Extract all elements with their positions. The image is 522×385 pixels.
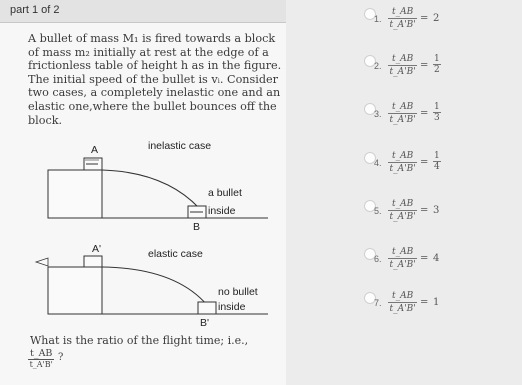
choice-5[interactable]: 5. $\frac{t\_AB}{t\_A'B'}$ = 3 — [286, 192, 522, 232]
choice-value-fraction: $\frac{1}{2}$ — [434, 54, 440, 75]
label-no-bullet: no bullet — [218, 286, 258, 298]
choice-number: 6. — [374, 254, 382, 264]
ratio-fraction: $\frac{t\_AB}{t\_A'B'}$ — [389, 151, 416, 174]
choice-4[interactable]: 4. $\frac{t\_AB}{t\_A'B'}$ = $\frac{1}{4}$ — [286, 144, 522, 184]
choice-1[interactable]: 1. $\frac{t\_AB}{t\_A'B'}$ = 2 — [286, 0, 522, 40]
choice-2[interactable]: 2. $\frac{t\_AB}{t\_A'B'}$ = $\frac{1}{2}$ — [286, 47, 522, 87]
label-b: B — [193, 221, 201, 233]
trajectory-top — [102, 170, 199, 208]
table-bottom-case — [48, 267, 102, 314]
choice-number: 1. — [374, 14, 382, 24]
ratio-fraction: $\frac{t\_AB}{t\_A'B'}$ — [389, 199, 416, 222]
choice-value: 2 — [433, 13, 440, 24]
choice-value-fraction: $\frac{1}{3}$ — [434, 102, 440, 123]
choice-number: 3. — [374, 109, 382, 119]
block-a-prime — [84, 256, 102, 267]
question-ratio — [28, 348, 54, 369]
choice-3[interactable]: 3. $\frac{t\_AB}{t\_A'B'}$ = $\frac{1}{3}$ — [286, 95, 522, 135]
choice-number: 5. — [374, 206, 382, 216]
ratio-fraction: $\frac{t\_AB}{t\_A'B'}$ — [389, 291, 416, 314]
label-inside-top: inside — [208, 205, 236, 217]
choice-value-fraction: $\frac{1}{4}$ — [434, 151, 440, 172]
question-ratio-den: t_A'B' — [29, 360, 53, 369]
label-a: A — [91, 144, 99, 156]
question-text: What is the ratio of the flight time; i.e., — [30, 334, 249, 347]
choice-7[interactable]: 7. $\frac{t\_AB}{t\_A'B'}$ = 1 — [286, 284, 522, 324]
ratio-fraction: $\frac{t\_AB}{t\_A'B'}$ — [389, 54, 416, 77]
label-b-prime: B' — [200, 317, 210, 329]
question-mark: ? — [58, 352, 64, 363]
label-a-bullet: a bullet — [208, 187, 242, 199]
choice-number: 7. — [374, 298, 382, 308]
ratio-fraction: $\frac{t\_AB}{t\_A'B'}$ — [389, 7, 416, 30]
label-a-prime: A' — [92, 243, 102, 255]
choice-number: 4. — [374, 158, 382, 168]
bullet-icon — [36, 258, 48, 266]
label-elastic-case: elastic case — [148, 248, 203, 260]
choice-value: 1 — [433, 297, 440, 308]
choice-value: 3 — [433, 205, 440, 216]
ratio-fraction: $\frac{t\_AB}{t\_A'B'}$ — [389, 247, 416, 270]
ratio-fraction: $\frac{t\_AB}{t\_A'B'}$ — [389, 102, 416, 125]
question-ratio-num: t_AB — [30, 348, 53, 359]
answer-choices-panel — [286, 0, 522, 385]
part-label: part 1 of 2 — [10, 4, 60, 16]
label-inelastic-case: inelastic case — [148, 140, 212, 152]
label-inside-bottom: inside — [218, 301, 246, 313]
choice-number: 2. — [374, 61, 382, 71]
table-top-case — [48, 170, 102, 218]
choice-value: 4 — [433, 253, 440, 264]
trajectory-bottom — [102, 267, 207, 305]
problem-text: A bullet of mass M₁ is fired towards a block of mass m₂ initially at rest at the edge of a frictionless table of height h as in the figure. The initial speed of the bullet is vᵢ. Consider two cases, a completely inelastic one and an elastic one,where the bullet bounces off the block. — [28, 32, 282, 127]
choice-6[interactable]: 6. $\frac{t\_AB}{t\_A'B'}$ = 4 — [286, 240, 522, 280]
block-b-prime — [198, 302, 216, 314]
